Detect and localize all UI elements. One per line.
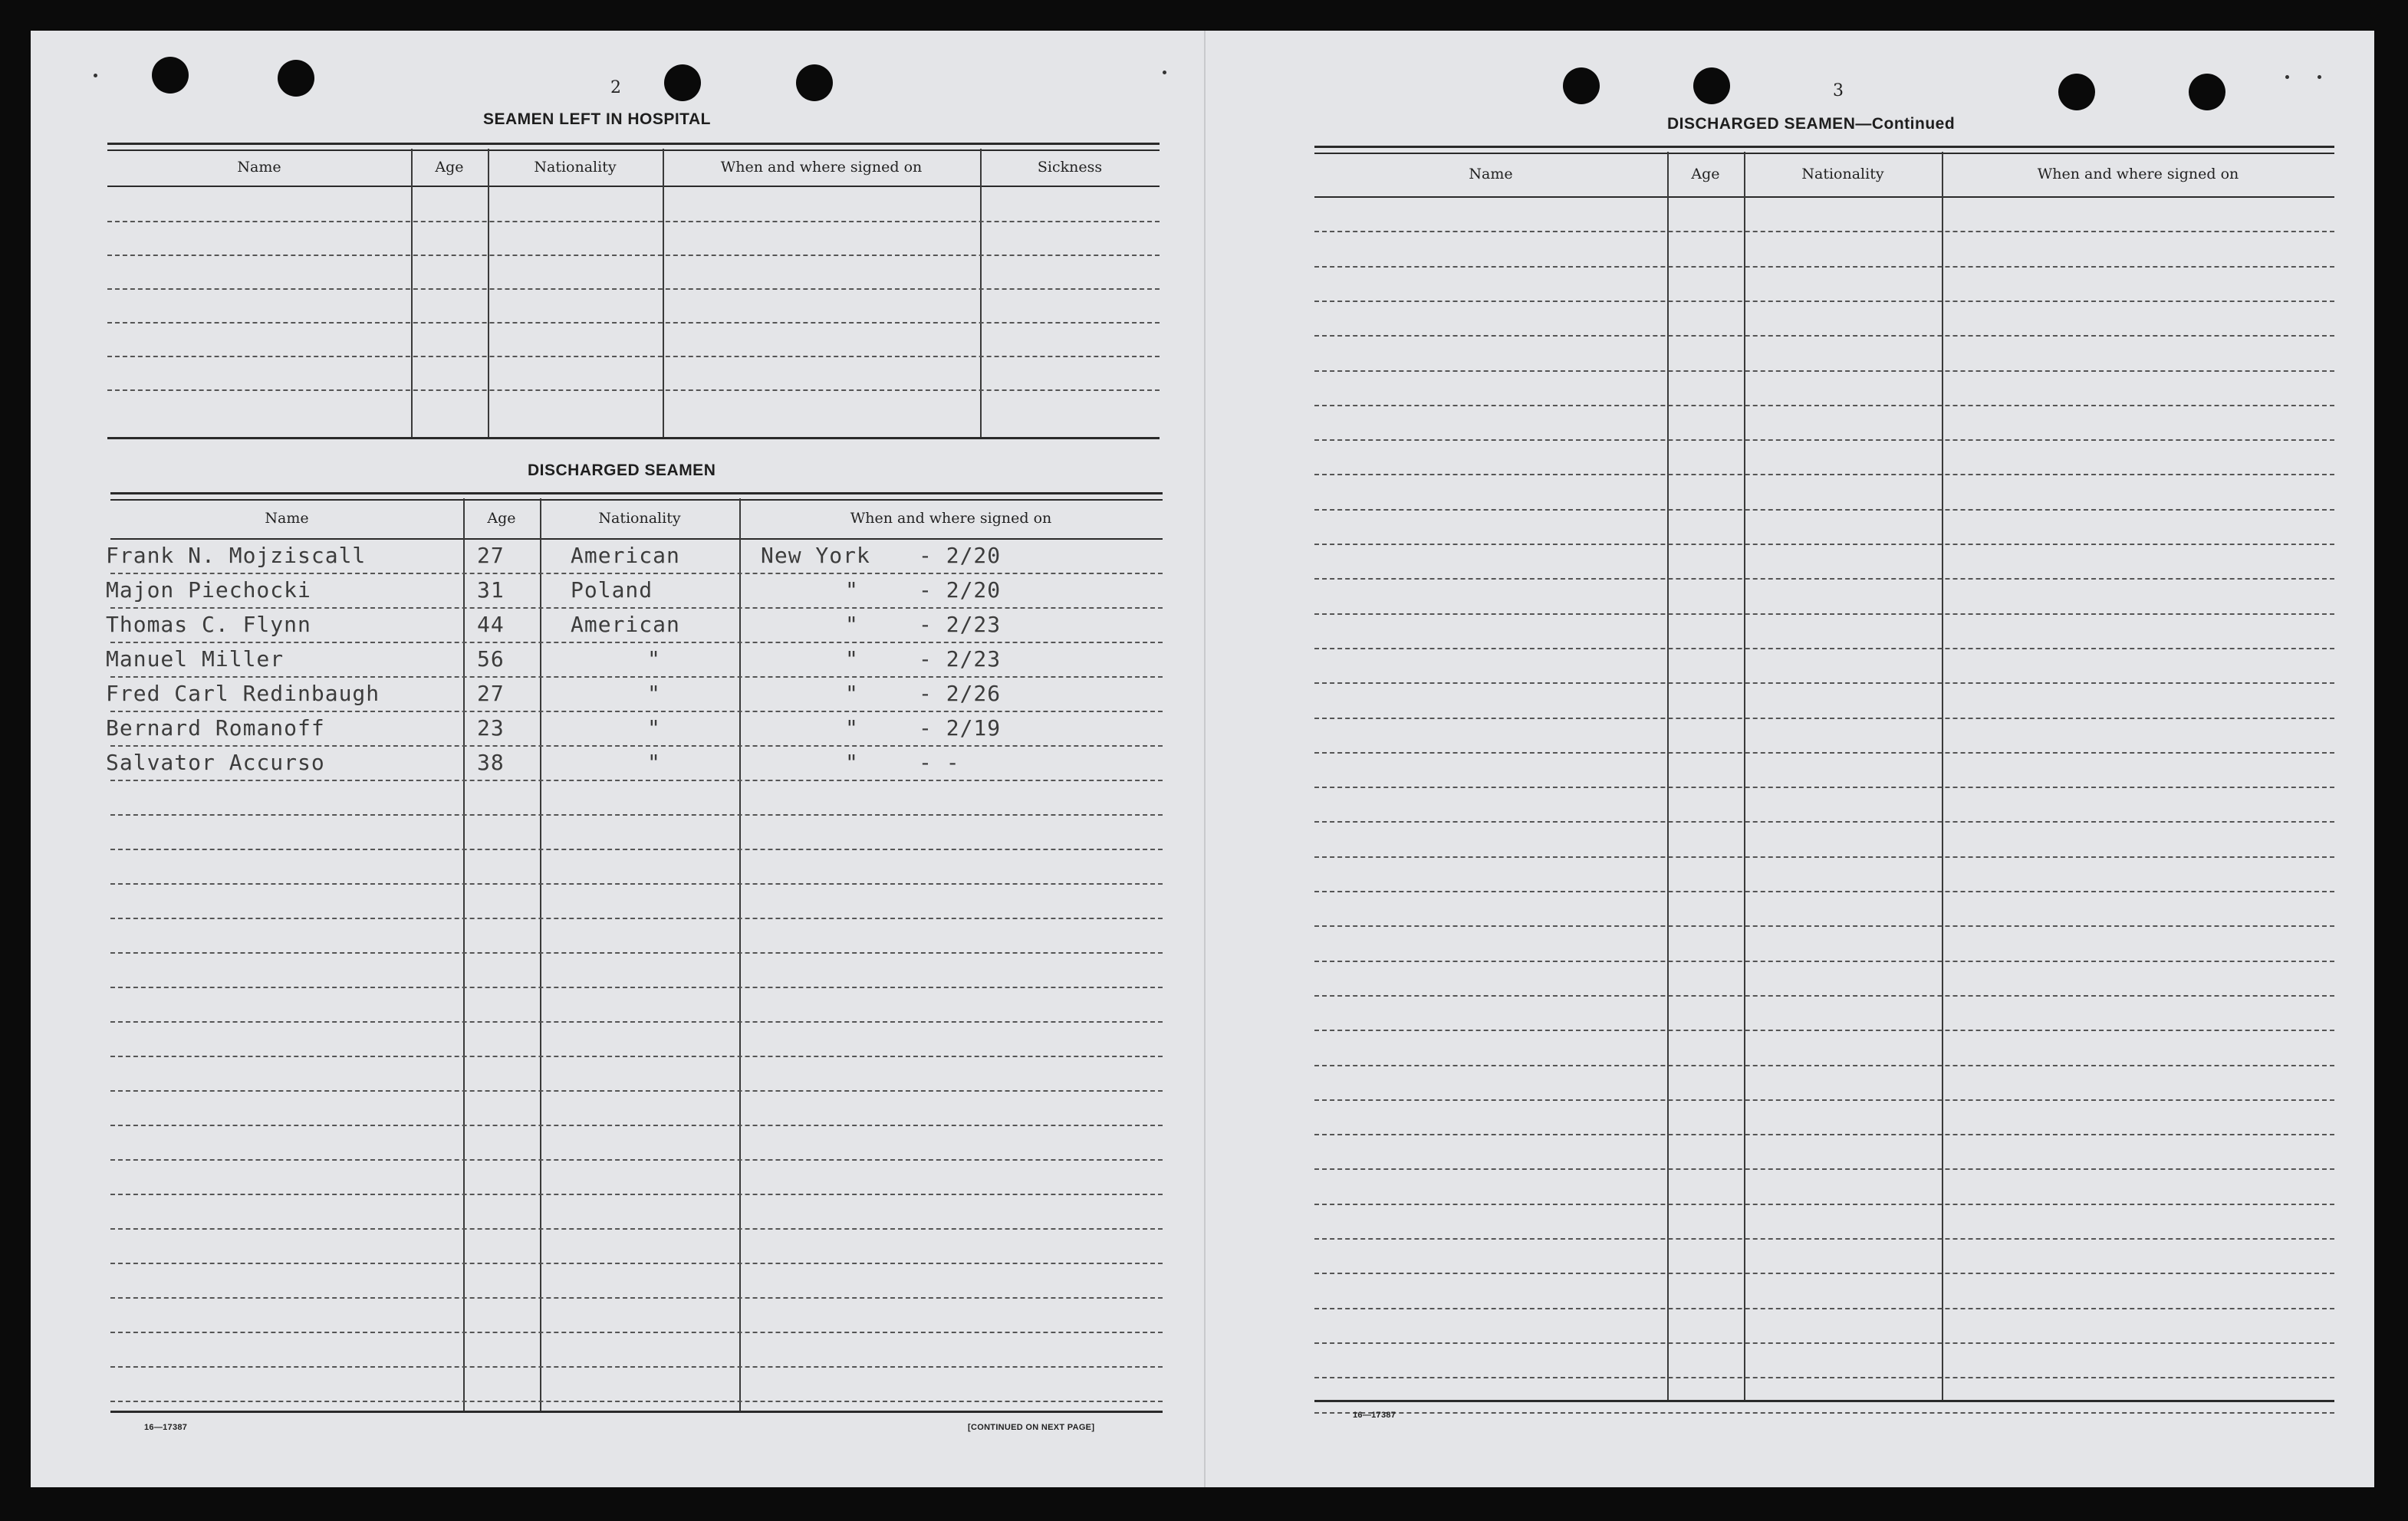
seaman-nationality: " [647,681,661,706]
table-row-line [1314,578,2334,580]
table-header [107,149,1160,187]
table-row-line [110,1056,1163,1057]
column-divider [540,498,541,1412]
ink-speck [2285,75,2289,79]
seaman-name: Fred Carl Redinbaugh [106,681,380,706]
column-header-name: Name [265,510,309,527]
signed-on-date: - 2/23 [919,646,1002,672]
table-row-line [1314,821,2334,823]
discharged-section-title: DISCHARGED SEAMEN [528,462,716,479]
form-code: 16—17387 [1353,1411,1396,1420]
table-row-line [107,356,1160,357]
signed-on-date: - 2/23 [919,612,1002,637]
column-divider [980,149,982,439]
column-divider [463,498,465,1412]
table-row-line [110,642,1163,643]
table-row-line [107,221,1160,222]
title-main: DISCHARGED SEAMEN [1667,115,1856,133]
seaman-age: 44 [477,612,505,637]
table-row-line [1314,474,2334,475]
table-row-line [1314,856,2334,858]
ink-speck [2318,75,2321,79]
column-header-nationality: Nationality [534,159,617,176]
table-row-line [110,780,1163,781]
discharged-continued-title [1667,115,1955,133]
table-row-line [110,1021,1163,1023]
table-header [110,498,1163,540]
table-row-line [1314,925,2334,927]
table-row-line [110,1297,1163,1299]
column-header-signed-on: When and where signed on [720,159,923,176]
table-row-line [110,814,1163,816]
table-row-line [1314,1377,2334,1378]
seaman-name: Manuel Miller [106,646,285,672]
seaman-age: 56 [477,646,505,672]
seaman-nationality: Poland [571,577,653,603]
column-header-nationality: Nationality [1801,166,1884,182]
ink-speck [1163,71,1166,74]
table-row-line [1314,682,2334,684]
signed-on-date: - 2/20 [919,577,1002,603]
table-row-line [110,1228,1163,1230]
form-code: 16—17387 [144,1423,188,1432]
table-row-line [110,952,1163,954]
table-row-line [110,1194,1163,1195]
table-row-line [1314,1308,2334,1309]
table-row-line [107,389,1160,391]
punch-hole [278,60,314,97]
signed-on-place: " [845,715,859,741]
seaman-age: 23 [477,715,505,741]
column-header-signed-on: When and where signed on [850,510,1052,527]
table-row-line [110,711,1163,712]
table-row-line [1314,301,2334,302]
column-divider [739,498,741,1412]
table-row-line [1314,335,2334,337]
table-row-line [110,573,1163,574]
column-divider [411,149,413,439]
table-row-line [110,1366,1163,1368]
document-sheet [31,31,2374,1487]
hospital-table [107,143,1160,442]
table-row-line [1314,718,2334,719]
table-row-line [1314,648,2334,649]
column-divider [488,149,489,439]
table-row-line [1314,1099,2334,1101]
title-continued: —Continued [1855,115,1956,133]
table-row-line [110,987,1163,988]
table-row-line [1314,1342,2334,1344]
table-bottom-rule [110,1411,1163,1413]
seaman-name: Thomas C. Flynn [106,612,311,637]
table-row-line [1314,509,2334,511]
table-row-line [1314,1030,2334,1031]
table-row-line [1314,544,2334,545]
seaman-name: Majon Piechocki [106,577,311,603]
column-header-name: Name [1469,166,1513,182]
hospital-section-title: SEAMEN LEFT IN HOSPITAL [483,110,711,128]
signed-on-date: - - [919,750,960,775]
table-row-line [1314,1065,2334,1066]
signed-on-place: New York [761,543,870,568]
seaman-nationality: " [647,715,661,741]
column-header-age: Age [435,159,464,176]
table-row-line [110,918,1163,919]
punch-hole [152,57,189,94]
left-page [31,31,1204,1487]
seaman-age: 31 [477,577,505,603]
column-header-age: Age [487,510,516,527]
signed-on-place: " [845,577,859,603]
table-row-line [107,288,1160,290]
punch-hole [1563,67,1600,104]
signed-on-date: - 2/19 [919,715,1002,741]
seaman-name: Frank N. Mojziscall [106,543,367,568]
seaman-name: Salvator Accurso [106,750,325,775]
seaman-name: Bernard Romanoff [106,715,325,741]
table-row-line [110,883,1163,885]
continued-note: [CONTINUED ON NEXT PAGE] [968,1423,1095,1432]
table-row-line [107,322,1160,324]
table-row-line [1314,961,2334,962]
table-row-line [1314,1412,2334,1414]
page-number: 2 [610,78,621,97]
table-row-line [1314,1238,2334,1240]
punch-hole [2189,74,2225,110]
table-row-line [1314,1273,2334,1274]
table-row-line [110,1090,1163,1092]
seaman-nationality: American [571,543,680,568]
ink-speck [94,74,97,77]
table-row-line [1314,613,2334,615]
table-row-line [1314,995,2334,997]
table-row-line [1314,1134,2334,1135]
column-divider [1942,152,1943,1401]
seaman-age: 27 [477,543,505,568]
signed-on-date: - 2/26 [919,681,1002,706]
table-bottom-rule [107,437,1160,439]
seaman-nationality: American [571,612,680,637]
table-row-line [110,1159,1163,1161]
column-divider [1744,152,1745,1401]
table-header [1314,152,2334,198]
column-header-age: Age [1691,166,1720,182]
punch-hole [1693,67,1730,104]
table-bottom-rule [1314,1400,2334,1402]
signed-on-date: - 2/20 [919,543,1002,568]
column-header-sickness: Sickness [1037,159,1103,176]
table-row-line [1314,439,2334,441]
table-row-line [1314,787,2334,788]
signed-on-place: " [845,612,859,637]
seaman-nationality: " [647,646,661,672]
table-row-line [1314,1168,2334,1170]
column-header-signed-on: When and where signed on [2037,166,2239,182]
table-row-line [110,1263,1163,1264]
right-page [1204,31,2376,1487]
column-divider [663,149,664,439]
column-header-nationality: Nationality [598,510,681,527]
column-header-name: Name [237,159,281,176]
table-row-line [110,1332,1163,1333]
table-row-line [1314,370,2334,372]
table-row-line [110,607,1163,609]
discharged-continued-table [1314,146,2334,1406]
table-row-line [1314,266,2334,268]
punch-hole [2058,74,2095,110]
table-row-line [1314,1204,2334,1205]
punch-hole [664,64,701,101]
table-row-line [1314,891,2334,892]
table-row-line [1314,405,2334,406]
table-row-line [110,849,1163,850]
signed-on-place: " [845,681,859,706]
punch-hole [796,64,833,101]
signed-on-place: " [845,646,859,672]
column-divider [1667,152,1669,1401]
table-row-line [110,1401,1163,1402]
table-row-line [107,255,1160,256]
discharged-table [106,492,1163,1417]
seaman-nationality: " [647,750,661,775]
seaman-age: 27 [477,681,505,706]
seaman-age: 38 [477,750,505,775]
signed-on-place: " [845,750,859,775]
table-row-line [110,676,1163,678]
table-row-line [110,745,1163,747]
table-row-line [1314,752,2334,754]
page-number: 3 [1833,81,1844,100]
table-row-line [1314,231,2334,232]
table-row-line [110,1125,1163,1126]
